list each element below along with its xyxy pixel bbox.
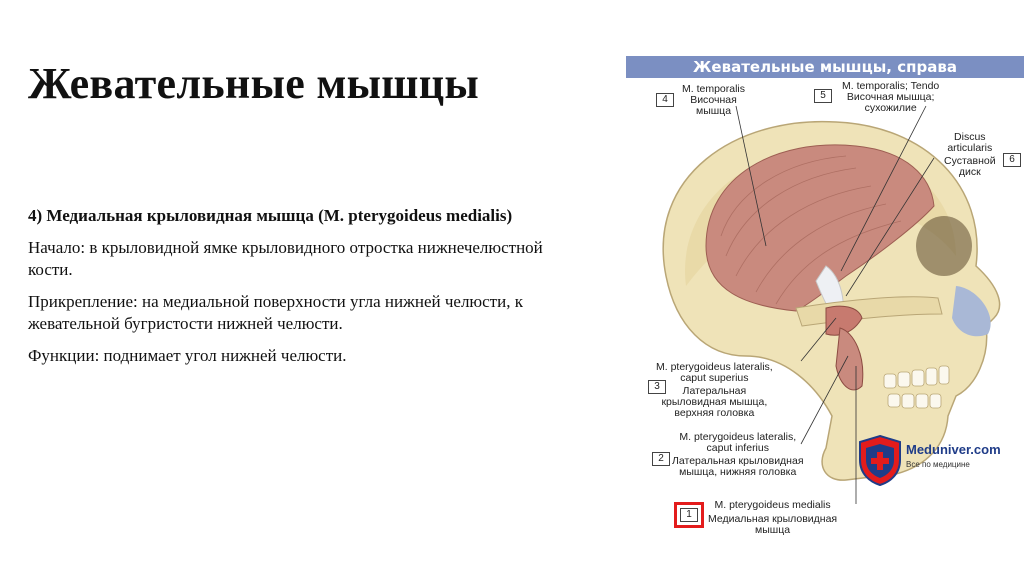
label-russian: мышца, нижняя головка (679, 466, 797, 478)
label-latin: M. pterygoideus medialis (714, 499, 831, 511)
label-temporalis-tendon (842, 81, 939, 114)
origin-text: Начало: в крыловидной ямке крыловидного отростка нижнечелюстной кости. (28, 238, 543, 279)
label-latin: caput inferius (706, 442, 769, 454)
slide-content (28, 205, 568, 377)
label-russian: мышца (695, 105, 732, 117)
label-number-4: 4 (656, 93, 674, 107)
label-russian: Медиальная крыловидная (708, 513, 838, 525)
function-text: Функции: поднимает угол нижней челюсти. (28, 346, 347, 365)
label-latin: articularis (947, 142, 993, 154)
slide-title: Жевательные мышцы (28, 59, 480, 108)
label-number-6: 6 (1003, 153, 1021, 167)
logo-name: Meduniver.com (906, 442, 1001, 457)
label-number-2: 2 (652, 452, 670, 466)
label-russian: Латеральная крыловидная (672, 455, 804, 467)
label-latin: M. temporalis (682, 83, 746, 95)
shield-cross-icon (858, 434, 902, 486)
label-pterygoideus-medialis (708, 500, 837, 536)
label-russian: сухожилие (864, 102, 917, 114)
label-russian: Височная (690, 94, 737, 106)
muscle-heading: 4) Медиальная крыловидная мышца (M. pterygoideus medialis) (28, 206, 513, 225)
label-latin: M. temporalis; Tendo (842, 80, 940, 92)
logo-tagline: Все по медицине (906, 460, 970, 469)
label-russian: мышца (755, 524, 791, 536)
label-russian: Суставной (944, 155, 996, 167)
insertion-text: Прикрепление: на медиальной поверхности угла нижней челюсти, к жевательной бугристости нижней челюсти. (28, 292, 523, 333)
label-pterygoideus-lateralis-inferius (672, 432, 804, 478)
label-latin: caput superius (680, 372, 749, 384)
meduniver-logo (858, 434, 1008, 490)
figure-header: Жевательные мышцы, справа (626, 56, 1024, 78)
label-number-1-highlighted: 1 (680, 508, 698, 522)
label-russian: Латеральная (682, 385, 747, 397)
label-latin: Discus (954, 131, 986, 143)
label-russian: верхняя головка (674, 407, 755, 419)
label-number-5: 5 (814, 89, 832, 103)
label-number-3: 3 (648, 380, 666, 394)
anatomy-figure (626, 56, 1024, 544)
label-pterygoideus-lateralis-superius (656, 362, 773, 419)
label-russian: диск (958, 166, 981, 178)
label-discus (944, 132, 996, 178)
label-russian: крыловидная мышца, (661, 396, 768, 408)
label-latin: M. pterygoideus lateralis, (679, 431, 797, 443)
label-latin: M. pterygoideus lateralis, (656, 361, 773, 373)
label-temporalis (682, 84, 745, 117)
label-russian: Височная мышца; (846, 91, 935, 103)
